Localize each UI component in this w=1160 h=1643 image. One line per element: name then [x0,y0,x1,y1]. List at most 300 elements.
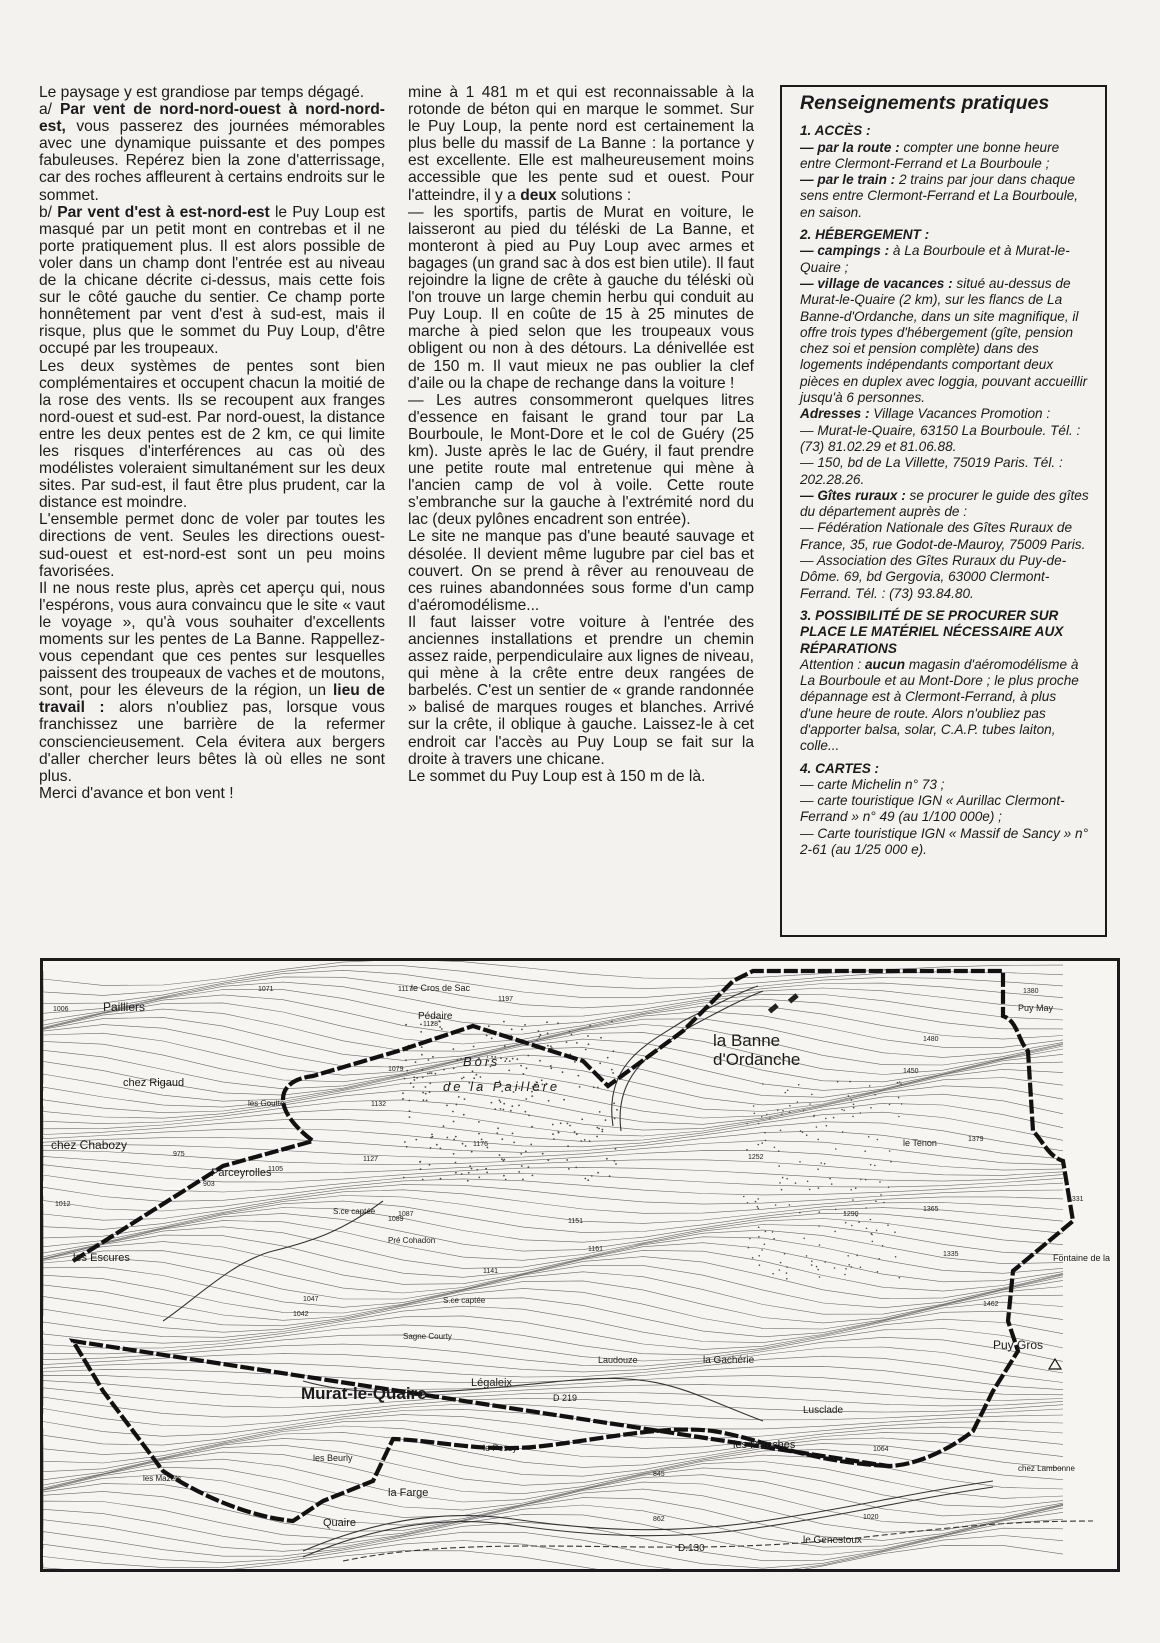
label-gacherie: la Gachérie [703,1355,755,1366]
rock-dot [785,1092,787,1094]
rock-dot [789,1111,791,1113]
rock-dot [841,1109,843,1111]
rock-dot [880,1194,882,1196]
rock-dot [845,1222,847,1224]
section-access-title: 1. ACCÈS : [800,123,871,139]
forest-dot [463,1114,465,1116]
rock-dot [769,1117,771,1119]
forest-dot [486,1172,488,1174]
rock-dot [855,1187,857,1189]
label-laudouze: Laudouze [598,1355,638,1365]
forest-dot [420,1024,422,1026]
rock-dot [765,1140,767,1142]
forest-dot [422,1069,424,1071]
bold-phrase: aucun [865,656,906,672]
contour-line [43,1227,1063,1269]
forest-dot [420,1168,422,1170]
label-cros: le Cros de Sac [411,983,471,993]
elevation-label: 1020 [863,1514,879,1521]
forest-dot [467,1180,469,1182]
forest-dot [506,1058,508,1060]
forest-dot [613,1102,615,1104]
label-banne: la Banne [713,1031,781,1050]
forest-dot [428,1059,430,1061]
forest-dot [513,1142,515,1144]
forest-dot [402,1098,404,1100]
forest-dot [468,1172,470,1174]
rock-dot [844,1274,846,1276]
contour-line [43,1426,1063,1463]
rock-dot [757,1206,759,1208]
elevation-label: 1128 [423,1021,439,1028]
forest-dot [476,1074,478,1076]
rock-dot [899,1277,901,1279]
forest-dot [525,1098,527,1100]
forest-dot [453,1121,455,1123]
paragraph-text: Il ne nous reste plus, après cet aperçu qui, nous l'espérons, vous aura convaincu que le site « vaut le voyage », qu'à vous souhaiter d'excellents moments sur les pentes de La Banne. Rappellez-vous cependant que ces pentes sur lesquelles paissent des troupeaux de vaches et de moutons, sont, pour les éleveurs de la région, un [39,579,385,700]
rock-dot [786,1272,788,1274]
forest-dot [431,1134,433,1136]
forest-dot [525,1111,527,1113]
forest-dot [440,1178,442,1180]
rock-dot [882,1245,884,1247]
forest-dot [491,1102,493,1104]
rock-dot [865,1179,867,1181]
forest-dot [469,1165,471,1167]
rock-dot [877,1139,879,1141]
forest-dot [521,1165,523,1167]
forest-dot [602,1129,604,1131]
rock-dot [762,1083,764,1085]
forest-dot [567,1145,569,1147]
practical-info-box [780,85,1107,937]
forest-dot [414,1079,416,1081]
box-title: Renseignements pratiques [800,92,1050,114]
contour-line [43,1415,1063,1446]
forest-dot [579,1086,581,1088]
info-line [800,657,1089,755]
label-rigaud: chez Rigaud [123,1077,185,1089]
forest-dot [526,1067,528,1069]
forest-dot [485,1168,487,1170]
forest-dot [548,1100,550,1102]
info-text: Village Vacances Promotion : [873,406,1051,422]
rock-dot [743,1196,745,1198]
forest-dot [503,1159,505,1161]
forest-dot [511,1028,513,1030]
rock-dot [877,1271,879,1273]
forest-dot [461,1173,463,1175]
rock-dot [757,1198,759,1200]
forest-dot [457,1059,459,1061]
contour-line [43,1438,1063,1479]
forest-dot [566,1041,568,1043]
forest-dot [419,1161,421,1163]
forest-dot [567,1123,569,1125]
contour-line [43,1272,1063,1314]
rock-dot [866,1228,868,1230]
forest-dot [552,1133,554,1135]
forest-dot [504,1060,506,1062]
rock-dot [878,1258,880,1260]
forest-dot [509,1060,511,1062]
forest-dot [518,1105,520,1107]
rock-dot [820,1162,822,1164]
contour-line [43,1165,1063,1182]
rock-dot [782,1177,784,1179]
forest-dot [409,1110,411,1112]
info-line [800,488,1089,521]
forest-dot [471,1168,473,1170]
forest-dot [587,1179,589,1181]
contour-line [43,1452,1063,1494]
forest-dot [422,1179,424,1181]
forest-dot [486,1035,488,1037]
rock-dot [758,1123,760,1125]
forest-dot [499,1154,501,1156]
rock-dot [758,1227,760,1229]
rock-dot [824,1261,826,1263]
label-planches: les Planches [733,1439,796,1451]
paragraph: Le site ne manque pas d'une beauté sauvage et désolée. Il devient même lugubre par ciel bas et couvert. On se prend à rêver au renouveau de ces ruines abandonnées sous forme d'un camp d'aéromodélisme... [408,528,754,614]
paragraph-wind-east [39,204,385,358]
rock-dot [753,1105,755,1107]
forest-dot [426,1100,428,1102]
bold-phrase: — par la route : [800,139,900,155]
forest-dot [539,1060,541,1062]
contour-line [43,1536,1063,1570]
rock-dot [747,1202,749,1204]
elevation-label: 1450 [903,1068,919,1075]
rock-dot [853,1107,855,1109]
forest-dot [415,1061,417,1063]
contour-line [43,1250,1063,1293]
elevation-label: 1335 [943,1251,959,1258]
forest-dot [575,1167,577,1169]
info-line [800,243,1089,276]
forest-dot [503,1021,505,1023]
forest-dot [518,1171,520,1173]
rock-dot [829,1178,831,1180]
rock-dot [764,1244,766,1246]
forest-dot [520,1065,522,1067]
forest-dot [452,1111,454,1113]
rock-dot [860,1179,862,1181]
elevation-label: 1042 [293,1311,309,1318]
forest-dot [589,1025,591,1027]
forest-dot [429,1072,431,1074]
forest-dot [404,1141,406,1143]
paragraph: L'ensemble permet donc de voler par toutes les directions de vent. Seules les directions ouest-sud-ouest et est-nord-est sont un peu moins favorisées. [39,511,385,580]
building-icon [788,993,799,1003]
paragraph: — les sportifs, partis de Murat en voiture, le laisseront au pied du téléski de La Banne, et monteront à pied au Puy Loup avec armes et bagages (un grand sac à dos est bien utile). Il faut rejoindre la ligne de crête à gauche du téléski où l'on trouve un large chemin herbu qui conduit au Puy Loup. Il en coûte de 15 à 25 minutes de marche à pied selon que les troupeaux vous obligent ou non à des détours. La dénivellée est de 150 m. Il vaut mieux ne pas oublier la clef d'aile ou la chape de rechange dans la voiture ! [408,203,754,392]
paragraph-text: le Puy Loup est masqué par un petit mont en contrebas et il ne porte pratiquement plus. Il est alors possible de voler dans un champ dont l'entrée est au niveau de la chicane décrite ci-dessus, mais cette fois sur le côté gauche du sentier. Ce champ porte honnêtement par vent d'est à sud-est, mais il risque, plus que le sommet du Puy Loup, d'être occupé par les troupeaux. [39,203,386,358]
rock-dot [876,1230,878,1232]
rock-dot [806,1134,808,1136]
rock-dot [786,1266,788,1268]
forest-dot [476,1169,478,1171]
info-line [800,140,1089,173]
forest-dot [546,1021,548,1023]
contour-line [43,1003,1063,1044]
contour-line [43,1295,1063,1337]
elevation-label: 1006 [53,1006,69,1013]
rock-dot [852,1199,854,1201]
forest-dot [446,1137,448,1139]
rock-dot [835,1209,837,1211]
forest-dot [425,1093,427,1095]
rock-dot [807,1181,809,1183]
forest-dot [446,1105,448,1107]
info-line: — Association des Gîtes Ruraux du Puy-de-Dôme. 69, bd Gergovia, 63000 Clermont-Ferrand. Tél. : (73) 93.84.80. [800,553,1067,601]
forest-dot [560,1122,562,1124]
contour-line [43,995,1063,1034]
contour-line [43,1459,1063,1502]
info-line [800,406,1089,422]
rock-dot [759,1264,761,1266]
rock-dot [779,1182,781,1184]
forest-dot [409,1116,411,1118]
forest-dot [497,1127,499,1129]
contour-line [43,970,1063,1003]
road-minor [163,1201,383,1321]
paragraph-text: solutions : [560,186,632,204]
label-ordanche: d'Ordanche [713,1050,801,1069]
contour-line [43,1512,1063,1555]
paragraph-text: alors n'oubliez pas, lorsque vous franchissez une barrière de la refermer consciencieusement. Cela évitera aux bergers d'aller chercher leurs bêtes là où elles ne sont plus. [39,699,385,785]
bold-phrase: lieu de travail : [39,682,385,717]
rock-dot [772,1231,774,1233]
rock-dot [897,1082,899,1084]
elevation-label: 1290 [843,1211,859,1218]
forest-dot [504,1045,506,1047]
contour-line [43,1421,1063,1455]
rock-dot [845,1268,847,1270]
forest-dot [471,1151,473,1153]
forest-dot [435,1073,437,1075]
rock-dot [811,1094,813,1096]
forest-dot [615,1163,617,1165]
forest-dot [512,1133,514,1135]
rock-dot [858,1221,860,1223]
label-beurly: les Beurly [313,1453,353,1463]
forest-dot [547,1045,549,1047]
label-chabozy: chez Chabozy [51,1138,128,1152]
label-puy-gros: Puy Gros [993,1338,1044,1352]
section-repairs-title: 3. POSSIBILITÉ DE SE PROCURER SUR PLACE LE MATÉRIEL NÉCESSAIRE AUX RÉPARATIONS [800,607,1064,656]
forest-dot [494,1108,496,1110]
rock-dot [834,1231,836,1233]
forest-dot [521,1029,523,1031]
rock-dot [811,1260,813,1262]
elevation-label: 1176 [473,1141,489,1148]
forest-dot [537,1039,539,1041]
forest-dot [588,1043,590,1045]
label-pedaire: Pédaire [418,1011,453,1022]
forest-dot [505,1179,507,1181]
forest-dot [593,1086,595,1088]
forest-dot [439,1026,441,1028]
forest-dot [425,1086,427,1088]
bold-phrase: — Gîtes ruraux : [800,487,906,503]
elevation-label: 1380 [1023,988,1039,995]
rock-dot [864,1150,866,1152]
rock-dot [786,1178,788,1180]
forest-dot [403,1177,405,1179]
label-d130: D.130 [678,1543,705,1554]
rock-dot [824,1163,826,1165]
info-text: situé au-dessus de Murat-le-Quaire (2 km), sur les flancs de La Banne-d'Ordanche, dans un site magnifique, il offre trois types d'hébergement (gîte, pension chez soi et pension complète) dans des logements indépendants comportant deux pièces en duplex avec loggia, pouvant accueillir jusqu'à 6 personnes. [800,275,1088,406]
forest-dot [547,1159,549,1161]
elevation-label: 975 [173,1151,185,1158]
elevation-label: 1047 [303,1296,319,1303]
forest-dot [527,1055,529,1057]
forest-dot [584,1178,586,1180]
rock-dot [871,1234,873,1236]
rock-dot [817,1168,819,1170]
forest-dot [496,1132,498,1134]
rock-dot [887,1224,889,1226]
forest-dot [432,1136,434,1138]
forest-dot [576,1133,578,1135]
rock-dot [766,1114,768,1116]
rock-dot [850,1189,852,1191]
rock-dot [778,1165,780,1167]
forest-dot [551,1047,553,1049]
label-quaire: Quaire [323,1517,357,1529]
rock-dot [816,1126,818,1128]
elevation-label: 1480 [923,1036,939,1043]
rock-dot [811,1264,813,1266]
forest-dot [547,1032,549,1034]
rock-dot [784,1253,786,1255]
paragraph-wind-north [39,101,385,204]
elevation-label: 1105 [268,1166,284,1173]
forest-dot [614,1118,616,1120]
forest-dot [453,1139,455,1141]
rock-dot [778,1150,780,1152]
label-parceyrolles: Parceyrolles [211,1167,272,1179]
rock-dot [890,1161,892,1163]
rock-dot [780,1130,782,1132]
label-captee-2: S.ce captée [443,1296,486,1305]
rock-dot [749,1238,751,1240]
forest-dot [405,1024,407,1026]
forest-dot [499,1099,501,1101]
forest-dot [491,1038,493,1040]
forest-dot [550,1067,552,1069]
label-sagne: Sagne Courty [403,1332,452,1341]
rock-dot [761,1249,763,1251]
rock-dot [834,1267,836,1269]
elevation-label: 1161 [588,1246,604,1253]
forest-dot [562,1071,564,1073]
topographic-map [40,958,1120,1572]
bold-phrase: — par le train : [800,172,896,188]
forest-dot [500,1108,502,1110]
forest-dot [503,1103,505,1105]
forest-dot [455,1172,457,1174]
label-tenon: le Tenon [903,1138,937,1148]
forest-dot [432,1056,434,1058]
rock-dot [894,1231,896,1233]
forest-dot [413,1086,415,1088]
contour-line [43,1505,1063,1547]
forest-dot [568,1168,570,1170]
forest-dot [615,1148,617,1150]
bold-phrase: Par vent de nord-nord-ouest à nord-nord-est, [39,101,385,136]
paragraph: Les deux systèmes de pentes sont bien complémentaires et occupent chacun la moitié de la rose des vents. Ils se recoupent aux franges nord-ouest et sud-est. Par nord-ouest, la distance entre les deux pentes est de 2 km, ce qui limite les risques d'interférences au cas où des modélistes voleraient simultanément sur les deux sites. Par sud-est, il faut être plus prudent, car la distance est moindre. [39,357,385,512]
info-line: — Murat-le-Quaire, 63150 La Bourboule. Tél. : (73) 81.02.29 et 81.06.88. [800,422,1081,454]
info-text: magasin d'aéromodélisme à La Bourboule et au Mont-Dore ; le plus proche dépannage est à Clermont-Ferrand, à plus d'une heure de route. Alors n'oubliez pas d'apporter balsa, solar, C.A.P. tubes laiton, colle... [800,656,1079,754]
forest-dot [538,1036,540,1038]
label-legaleix: Légaleix [471,1377,512,1389]
info-line: — carte Michelin n° 73 ; [800,776,945,792]
rock-dot [819,1276,821,1278]
item-marker: a/ [39,101,53,119]
forest-dot [511,1105,513,1107]
forest-dot [569,1031,571,1033]
forest-dot [542,1153,544,1155]
elevation-label: 1079 [388,1066,404,1073]
forest-dot [532,1175,534,1177]
rock-dot [799,1212,801,1214]
label-puy-may: Puy May [1018,1003,1054,1013]
label-goutte: les Goutte [248,1099,285,1108]
forest-dot [599,1062,601,1064]
forest-dot [465,1145,467,1147]
rock-dot [879,1181,881,1183]
rock-dot [870,1164,872,1166]
rock-dot [818,1225,820,1227]
forest-dot [500,1057,502,1059]
forest-dot [614,1160,616,1162]
paragraph: Le sommet du Puy Loup est à 150 m de là. [408,767,706,785]
rock-dot [865,1207,867,1209]
info-text: à La Bourboule et à Murat-le-Quaire ; [800,243,1070,275]
rock-dot [787,1090,789,1092]
info-text: 2 trains par jour dans chaque sens entre Clermont-Ferrand et La Bourboule, en saison. [800,172,1079,220]
elevation-label: 903 [203,1181,215,1188]
rock-dot [795,1182,797,1184]
rock-dot [870,1107,872,1109]
forest-dot [431,1072,433,1074]
info-line: — Carte touristique IGN « Massif de Sancy » n° 2-61 (au 1/25 000 e). [800,825,1089,858]
rock-dot [900,1083,902,1085]
paragraph [408,84,754,204]
forest-dot [501,1158,503,1160]
label-fontaine: Fontaine de la [1053,1253,1111,1263]
forest-dot [589,1140,591,1142]
rock-dot [837,1081,839,1083]
bold-phrase: Par vent d'est à est-nord-est [57,203,270,221]
contour-line [43,1489,1063,1532]
rock-dot [849,1081,851,1083]
label-d219: D 219 [553,1393,578,1403]
rock-dot [813,1116,815,1118]
forest-dot [557,1022,559,1024]
label-captee-1: S.ce captée [333,1207,376,1216]
bold-phrase: — village de vacances : [800,275,953,291]
elevation-label: 1141 [483,1268,499,1275]
forest-dot [429,1091,431,1093]
contour-line [43,1242,1063,1285]
section-lodging-title: 2. HÉBERGEMENT : [800,227,930,243]
forest-dot [563,1099,565,1101]
forest-dot [597,1172,599,1174]
rock-dot [773,1238,775,1240]
map-svg [43,961,1117,1569]
